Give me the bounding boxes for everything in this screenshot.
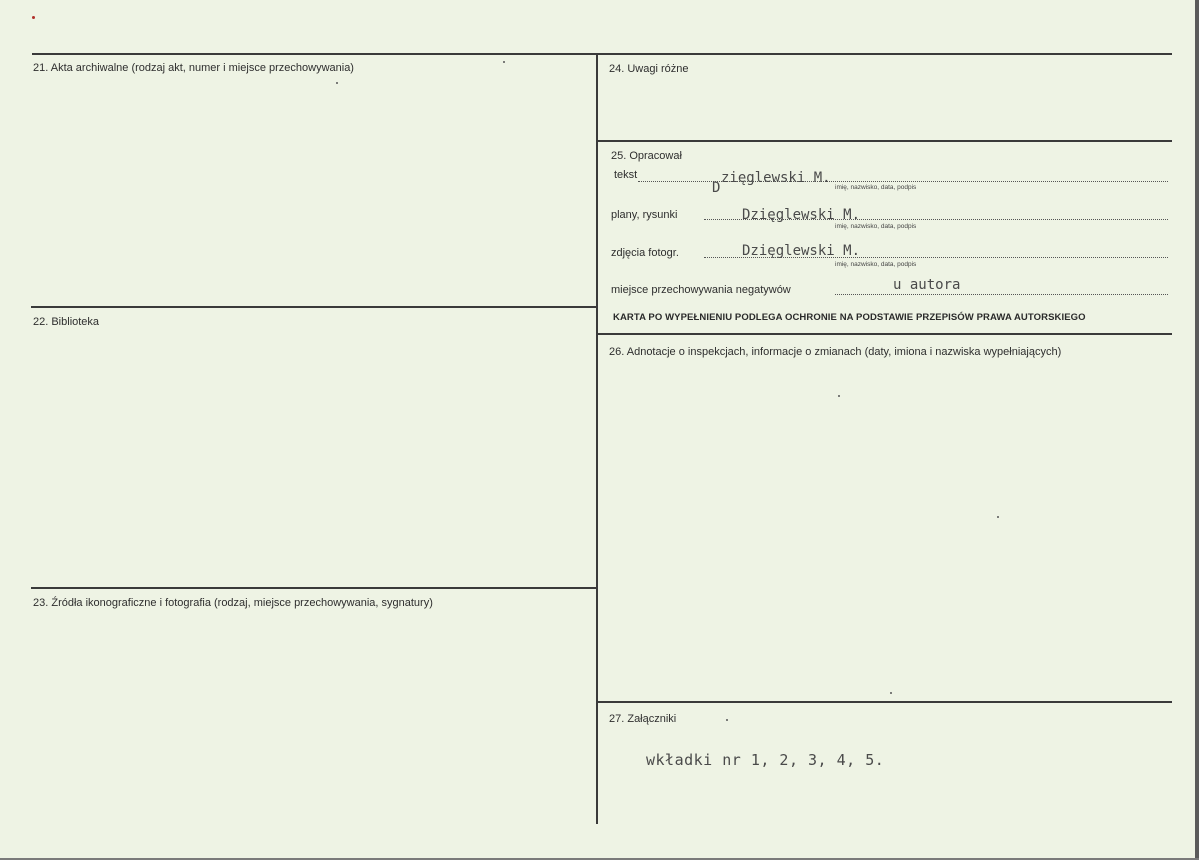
tekst-value-initial: D <box>712 180 721 196</box>
rule-26-27 <box>598 701 1172 703</box>
tekst-label: tekst <box>614 169 638 181</box>
section-26-label: 26. Adnotacje o inspekcjach, informacje o zmianach (daty, imiona i nazwiska wypełniających) <box>609 346 1062 358</box>
section-25-label: 25. Opracował <box>611 150 682 162</box>
section-23-label: 23. Źródła ikonograficzne i fotografia (rodzaj, miejsce przechowywania, sygnatury) <box>33 597 433 609</box>
negatywy-value: u autora <box>893 277 961 293</box>
zdjecia-value: Dzięglewski M. <box>742 243 861 259</box>
speck <box>997 516 999 518</box>
tekst-value: zięglewski M. <box>721 170 831 186</box>
red-ink-mark <box>32 16 35 19</box>
zdjecia-hint: imię, nazwisko, data, podpis <box>835 261 917 268</box>
speck <box>336 82 338 84</box>
copyright-notice: KARTA PO WYPEŁNIENIU PODLEGA OCHRONIE NA PODSTAWIE PRZEPISÓW PRAWA AUTORSKIEGO <box>613 312 1086 323</box>
top-rule-right <box>598 53 1172 55</box>
rule-25-26 <box>598 333 1172 335</box>
negatywy-label: miejsce przechowywania negatywów <box>611 284 791 296</box>
attachments-value: wkładki nr 1, 2, 3, 4, 5. <box>646 751 885 769</box>
speck <box>838 395 840 397</box>
zdjecia-label: zdjęcia fotogr. <box>611 247 679 259</box>
rule-24-25 <box>598 140 1172 142</box>
scan-edge-right <box>1195 0 1199 860</box>
rule-21-22 <box>31 306 598 308</box>
section-27-label: 27. Załączniki <box>609 713 677 725</box>
negatywy-dotted-line <box>835 294 1168 295</box>
speck <box>726 719 728 721</box>
tekst-hint: imię, nazwisko, data, podpis <box>835 184 917 191</box>
rule-22-23 <box>31 587 598 589</box>
top-rule-left <box>32 53 598 55</box>
column-divider <box>596 53 598 824</box>
section-22-label: 22. Biblioteka <box>33 316 100 328</box>
plany-value: Dzięglewski M. <box>742 207 861 223</box>
section-24-label: 24. Uwagi różne <box>609 63 689 75</box>
plany-hint: imię, nazwisko, data, podpis <box>835 223 917 230</box>
plany-label: plany, rysunki <box>611 209 678 221</box>
section-21-label: 21. Akta archiwalne (rodzaj akt, numer i miejsce przechowywania) <box>33 62 354 74</box>
speck <box>890 692 892 694</box>
speck <box>503 61 505 63</box>
